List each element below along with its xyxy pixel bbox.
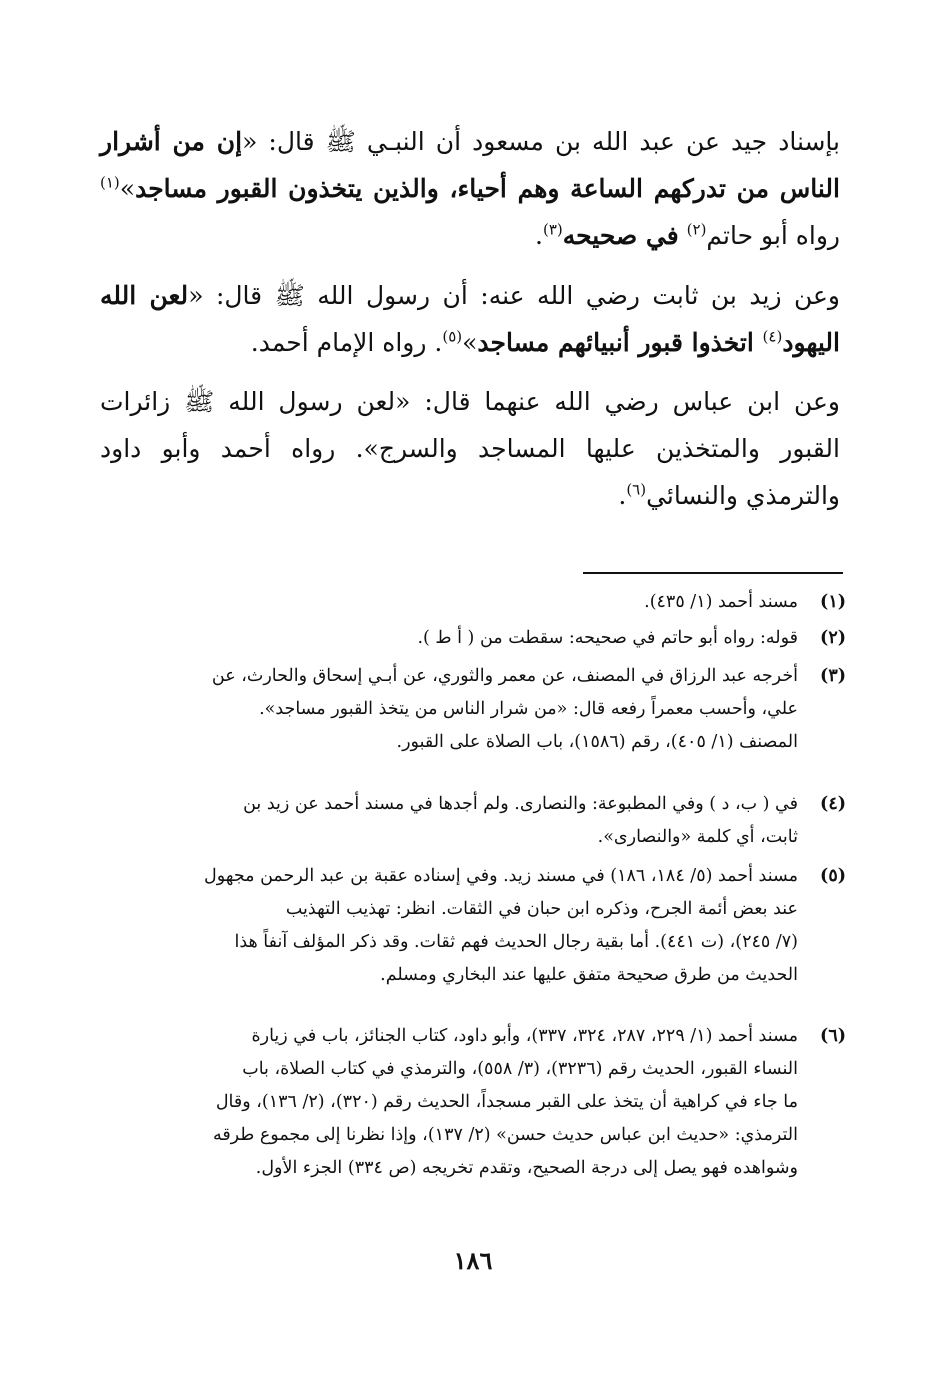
footnote-text: قوله: رواه أبو حاتم في صحيحه: سقطت من ( أ ط ). [417, 628, 798, 648]
text-run: » [462, 328, 478, 357]
text-run: رواه أبو حاتم [706, 221, 840, 250]
footnote-text: مسند أحمد (٥/ ١٨٤، ١٨٦) في مسند زيد. وفي إسناده عقبة بن عبد الرحمن مجهول عند بعض أئمة الجرح، وذكره ابن حبان في الثقات. انظر: تهذيب التهذيب (٧/ ٢٤٥)، (ت ٤٤١). أما بقية رجال الحديث فهم ثقات. وقد ذكر المؤلف آنفاً هذا الحديث من طرق صحيحة متفق عليها عند البخاري ومسلم. [204, 866, 798, 985]
paragraph-hadith-ibn-abbas [100, 378, 840, 519]
bold-quote: في صحيحه [562, 221, 679, 250]
text-run [679, 221, 687, 250]
footnote-text: في ( ب، د ) وفي المطبوعة: والنصارى. ولم أجدها في مسند أحمد عن زيد بن ثابت، أي كلمة «والنصارى». [243, 794, 798, 847]
footnote-ref: (٤) [762, 327, 783, 346]
footnote-1 [100, 586, 846, 619]
bold-quote: اتخذوا قبور أنبيائهم مساجد [477, 328, 763, 357]
text-run: وعن زيد بن ثابت رضي الله عنه: أن رسول الله ﷺ قال: « [188, 281, 841, 310]
footnote-text: مسند أحمد (١/ ٤٣٥). [644, 592, 798, 612]
footnote-ref: (٥) [442, 327, 463, 346]
footnote-separator [583, 572, 843, 574]
footnote-number: (٣) [820, 666, 846, 686]
footnote-ref: (٦) [626, 480, 647, 499]
footnote-4 [100, 788, 846, 854]
paragraph-hadith-zayd-ibn-thabit [100, 272, 840, 366]
footnote-2 [100, 622, 846, 655]
footnote-5 [100, 860, 846, 992]
footnote-ref: (١) [100, 173, 120, 192]
footnote-3 [100, 660, 846, 759]
bold-quote: إن من أشرار الناس من تدركهم الساعة وهم أحياء، والذين يتخذون القبور مساجد [100, 127, 840, 203]
footnote-ref: (٢) [686, 220, 707, 239]
text-run: بإسناد جيد عن عبد الله بن مسعود أن النبـي ﷺ قال: « [242, 127, 841, 156]
text-run: . [535, 221, 543, 250]
text-run: . رواه الإمام أحمد. [250, 328, 443, 357]
footnote-6 [100, 1020, 846, 1185]
paragraph-hadith-ibn-masud [100, 118, 840, 259]
footnote-number: (٤) [820, 794, 846, 814]
footnote-number: (٢) [820, 628, 846, 648]
text-run: . [618, 481, 627, 510]
text-run: وعن ابن عباس رضي الله عنهما قال: «لعن رسول الله ﷺ زائرات القبور والمتخذين عليها المساجد والسرج». رواه أحمد وأبو داود والترمذي والنسائي [100, 387, 840, 510]
footnote-ref: (٣) [542, 220, 563, 239]
footnote-number: (٥) [820, 866, 846, 886]
text-run: » [119, 174, 136, 203]
footnote-text: مسند أحمد (١/ ٢٢٩، ٢٨٧، ٣٢٤، ٣٣٧)، وأبو داود، كتاب الجنائز، باب في زيارة النساء القبور، الحديث رقم (٣٢٣٦)، (٣/ ٥٥٨)، والترمذي في كتاب الصلاة، باب ما جاء في كراهية أن يتخذ على القبر مسجداً، الحديث رقم (٣٢٠)، (٢/ ١٣٦)، وقال الترمذي: «حديث ابن عباس حديث حسن» (٢/ ١٣٧)، وإذا نظرنا إلى مجموع طرقه وشواهده فهو يصل إلى درجة الصحيح، وتقدم تخريجه (ص ٣٣٤) الجزء الأول. [212, 1026, 798, 1178]
page-number: ١٨٦ [453, 1246, 493, 1275]
footnote-number: (١) [820, 592, 846, 612]
bold-quote: لعن الله اليهود [100, 281, 840, 357]
footnote-number: (٦) [820, 1026, 846, 1046]
footnote-text: أخرجه عبد الرزاق في المصنف، عن معمر والثوري، عن أبـي إسحاق والحارث، عن علي، وأحسب معمراً رفعه قال: «من شرار الناس من يتخذ القبور مساجد». المصنف (١/ ٤٠٥)، رقم (١٥٨٦)، باب الصلاة على القبور. [211, 666, 798, 752]
